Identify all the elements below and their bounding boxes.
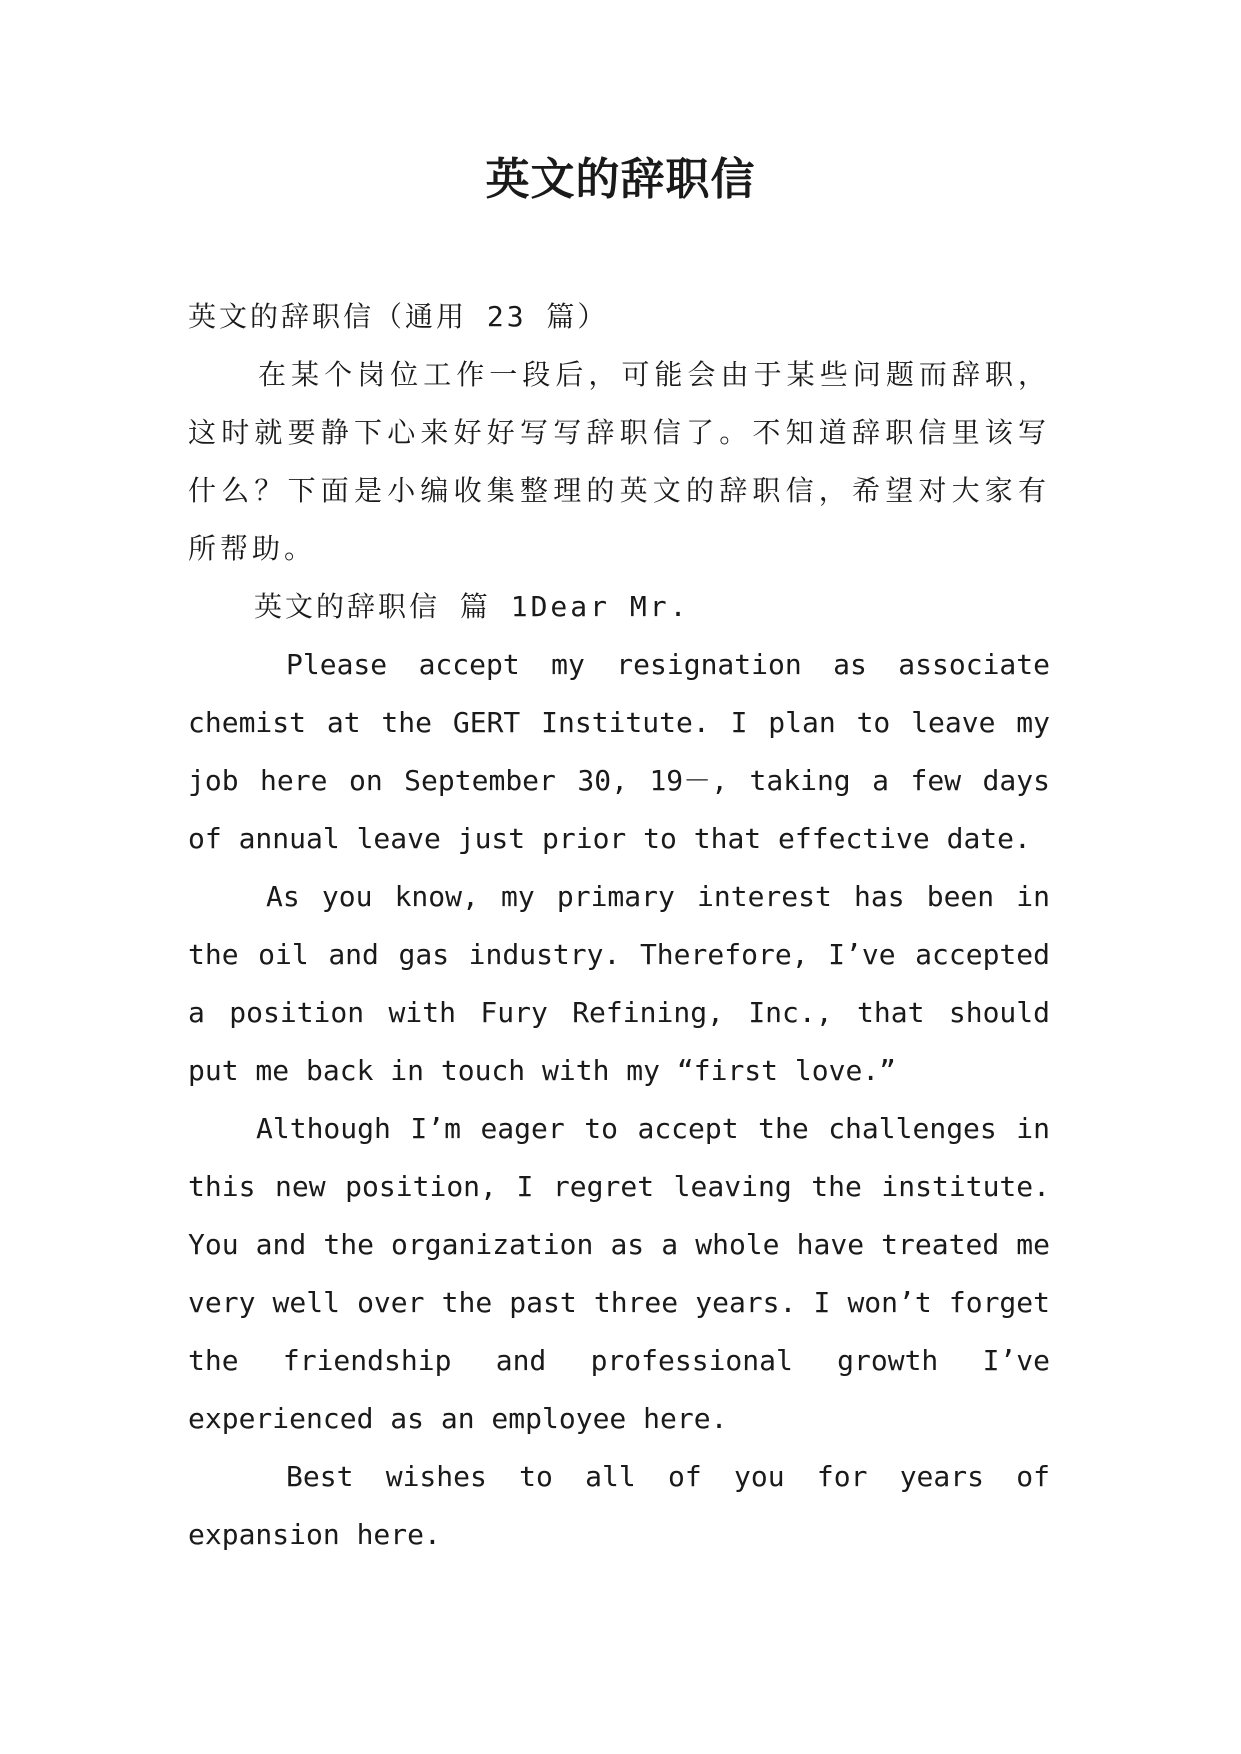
letter-paragraph-3: Although I’m eager to accept the challenges in this new position, I regret leaving the institute. You and the organization as a whole have treated me very well over the past three years. I won’t forget the friendship and professional growth I’ve experienced as an employee here. — [188, 1112, 1050, 1435]
document-subtitle: 英文的辞职信（通用 23 篇） — [188, 300, 609, 333]
document-body — [188, 288, 1050, 1564]
letter-paragraph-2: As you know, my primary interest has been in the oil and gas industry. Therefore, I’ve accepted a position with Fury Refining, Inc., that should put me back in touch with my “first love.” — [188, 880, 1050, 1087]
section-heading: 英文的辞职信 篇 1Dear Mr. — [254, 590, 690, 623]
letter-paragraph-1: Please accept my resignation as associate chemist at the GERT Institute. I plan to leave my job here on September 30, 19－, taking a few days of annual leave just prior to that effective date. — [188, 648, 1050, 855]
intro-paragraph: 在某个岗位工作一段后，可能会由于某些问题而辞职，这时就要静下心来好好写写辞职信了。不知道辞职信里该写什么？下面是小编收集整理的英文的辞职信，希望对大家有所帮助。 — [188, 358, 1050, 565]
document-title: 英文的辞职信 — [485, 154, 756, 205]
letter-paragraph-4: Best wishes to all of you for years of expansion here. — [188, 1460, 1050, 1551]
